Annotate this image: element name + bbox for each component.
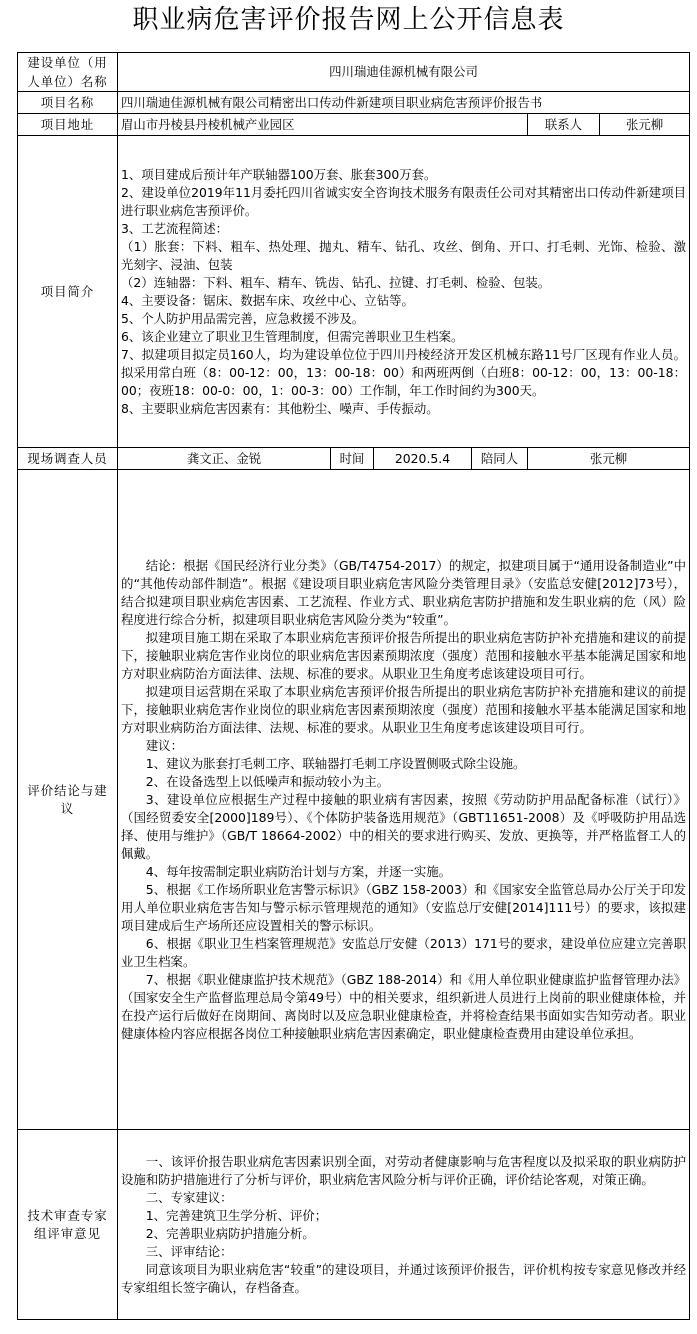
row-conclusion [18,470,690,1130]
summary-line: 6、该企业建立了职业卫生管理制度，但需完善职业卫生档案。 [121,328,464,344]
row-project-address [18,114,690,136]
review-paragraph: 三、评审结论： [145,1243,233,1259]
summary-line: （1）胀套：下料、粗车、热处理、抛丸、精车、钻孔、攻丝、倒角、开口、打毛刺、光饰、检验、激光刻字、浸油、包装 [121,238,687,272]
review-paragraph: 同意该项目为职业病危害“较重”的建设项目，并通过该预评价报告，评价机构按专家意见修改并经专家组组长签字确认，存档备查。 [121,1261,687,1295]
row-unit [18,53,690,92]
conclusion-paragraph: 拟建项目运营期在采取了本职业病危害预评价报告所提出的职业病危害防护补充措施和建议的前提下，接触职业病危害作业岗位的职业病危害因素预期浓度（强度）范围和接触水平基本能满足国家和地方对职业病防治方面法律、法规、标准的要求。从职业卫生角度考虑该建设项目可行。 [121,683,687,735]
unit-label: 建设单位（用人单位）名称 [18,53,118,92]
summary-line: 7、拟建项目拟定员160人，均为建设单位位于四川丹棱经济开发区机械东路11号厂区现有作业人员。拟采用常白班（8：00-12：00，13：00-18：00）和两班两倒（白班8：00-12：00，13：00-18：00；夜班18：00-0：00，1：00-3：00）工作制，年工作时间约为300天。 [121,346,687,398]
contact-label: 联系人 [528,114,600,136]
review-content [118,1130,690,1320]
suggestion-item: 7、根据《职业健康监护技术规范》（GBZ 188-2014）和《用人单位职业健康监护监督管理办法》（国家安全生产监督监理总局令第49号）中的相关要求，组织新进人员进行上岗前的职业健康体检，并在投产运行后做好在岗期间、离岗时以及应急职业健康检查，并将检查结果书面如实告知劳动者。职业健康体检内容应根据各岗位工种接触职业病危害因素确定，职业健康检查费用由建设单位承担。 [121,971,687,1041]
project-name-label: 项目名称 [18,92,118,114]
summary-line: （2）连轴器：下料、粗车、精车、铣齿、钻孔、拉键、打毛刺、检验、包装。 [121,274,551,290]
project-address-value: 眉山市丹棱县丹棱机械产业园区 [118,114,528,136]
survey-persons: 龚文正、金锐 [118,448,331,470]
suggestion-item: 3、建设单位应根据生产过程中接触的职业病有害因素，按照《劳动防护用品配备标准（试行）》（国经贸委安全[2000]189号）、《个体防护装备选用规范》（GBT11651-2008）及《呼吸防护用品选择、使用与维护》（GB/T 18664-2002）中的相关的要求进行购买、发放、更换等，并严格监督工人的佩戴。 [121,791,687,861]
suggestion-heading: 建议： [145,737,183,753]
row-summary [18,136,690,448]
review-paragraph: 一、该评价报告职业病危害因素识别全面，对劳动者健康影响与危害程度以及拟采取的职业病防护设施和防护措施进行了分析与评价，职业病危害风险分析与评价正确，评价结论客观，对策正确。 [121,1153,687,1187]
conclusion-paragraph: 拟建项目施工期在采取了本职业病危害预评价报告所提出的职业病危害防护补充措施和建议的前提下，接触职业病危害作业岗位的职业病危害因素预期浓度（强度）范围和接触水平基本能满足国家和地方对职业病防治方面法律、法规、标准的要求。从职业卫生角度考虑该建设项目可行。 [121,629,687,681]
summary-content [118,136,690,448]
summary-line: 8、主要职业病危害因素有：其他粉尘、噪声、手传振动。 [121,400,439,416]
summary-line: 2、建设单位2019年11月委托四川省诚实安全咨询技术服务有限责任公司对其精密出口传动件新建项目进行职业病危害预评价。 [121,184,687,218]
suggestion-item: 2、在设备选型上以低噪声和振动较小为主。 [145,773,390,789]
conclusion-label: 评价结论与建议 [18,470,118,1130]
row-project-name [18,92,690,114]
unit-value: 四川瑞迪佳源机械有限公司 [118,53,690,92]
summary-label: 项目简介 [18,136,118,448]
companion-label: 陪同人 [472,448,528,470]
summary-line: 3、工艺流程简述： [121,220,229,236]
survey-label: 现场调查人员 [18,448,118,470]
suggestion-item: 5、根据《工作场所职业危害警示标识》（GBZ 158-2003）和《国家安全监管总局办公厅关于印发用人单位职业病危害告知与警示标示管理规范的通知》（安监总厅安健[2014]111号）的要求，该拟建项目建成后生产场所还应设置相关的警示标识。 [121,881,687,933]
summary-line: 1、项目建成后预计年产联轴器100万套、胀套300万套。 [121,166,437,182]
suggestion-item: 6、根据《职业卫生档案管理规范》安监总厅安健（2013）171号的要求，建设单位应建立完善职业卫生档案。 [121,935,687,969]
conclusion-paragraph: 结论：根据《国民经济行业分类》（GB/T4754-2017）的规定，拟建项目属于“通用设备制造业”中的“其他传动部件制造”。根据《建设项目职业病危害风险分类管理目录》（安监总安健[2012]73号），结合拟建项目职业病危害因素、工艺流程、作业方式、职业病危害防护措施和发生职业病的危（风）险程度进行综合分析，拟建项目职业病危害风险分类为“较重”。 [121,557,687,627]
row-review [18,1130,690,1320]
summary-line: 4、主要设备：锯床、数据车床、攻丝中心、立钻等。 [121,292,414,308]
conclusion-content [118,470,690,1130]
review-paragraph: 二、专家建议： [145,1189,233,1205]
review-paragraph: 2、完善职业病防护措施分析。 [145,1225,315,1241]
project-address-label: 项目地址 [18,114,118,136]
survey-time-label: 时间 [331,448,374,470]
row-survey [18,448,690,470]
survey-time-value: 2020.5.4 [374,448,472,470]
page-title: 职业病危害评价报告网上公开信息表 [132,5,565,35]
project-name-value: 四川瑞迪佳源机械有限公司精密出口传动件新建项目职业病危害预评价报告书 [118,92,690,114]
review-label: 技术审查专家组评审意见 [18,1130,118,1320]
review-paragraph: 1、完善建筑卫生学分析、评价； [145,1207,328,1223]
suggestion-item: 4、每年按需制定职业病防治计划与方案，并逐一实施。 [145,863,452,879]
summary-line: 5、个人防护用品需完善，应急救援不涉及。 [121,310,365,326]
contact-value: 张元柳 [600,114,690,136]
suggestion-item: 1、建议为胀套打毛刺工序、联轴器打毛刺工序设置侧吸式除尘设施。 [145,755,526,771]
info-table [17,52,690,1320]
companion-value: 张元柳 [528,448,690,470]
